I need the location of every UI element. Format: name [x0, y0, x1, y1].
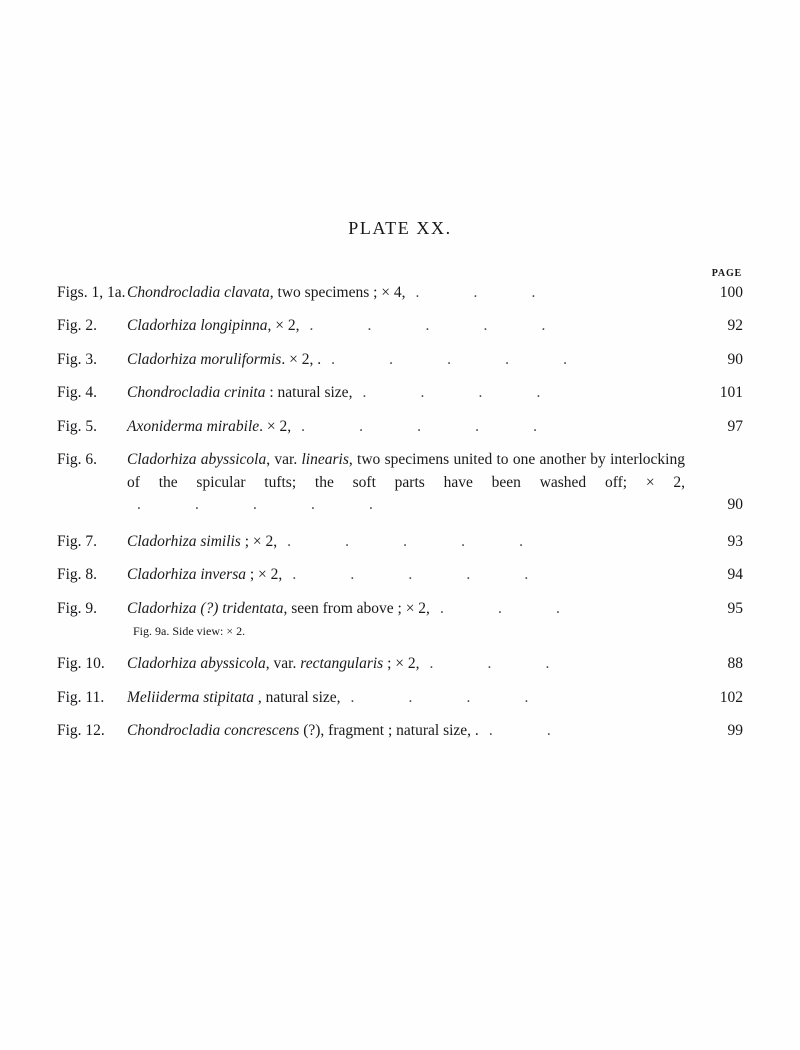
figure-label: Fig. 11.: [57, 688, 105, 706]
figure-label: Fig. 8.: [57, 566, 98, 584]
page-number: 88: [727, 655, 743, 673]
leader-dots: . .: [488, 722, 551, 740]
leader-dots: . . . . .: [287, 532, 524, 550]
figure-label: Fig. 5.: [57, 417, 98, 435]
figure-label: Fig. 2.: [57, 317, 98, 335]
description-text: (?), fragment ; natural size, .: [299, 722, 479, 740]
figure-label: Fig. 6.: [57, 451, 98, 469]
description-text: . × 2, .: [281, 350, 322, 368]
figure-description: [127, 598, 691, 620]
species-name: Axoniderma mirabile: [127, 417, 260, 435]
figure-label: Fig. 7.: [57, 532, 98, 550]
figure-description: [127, 315, 691, 337]
figure-label: Fig. 4.: [57, 384, 98, 402]
description-text: : natural size,: [265, 384, 353, 402]
list-item: [55, 416, 745, 438]
figure-description: [127, 653, 691, 675]
list-item: [55, 315, 745, 337]
page-number: 100: [719, 284, 743, 301]
variety-name: linearis: [301, 451, 349, 469]
description-text-2: , two specimens united to one another by interlocking of the spicular tufts; the soft parts have been washed off; × 2,: [127, 451, 685, 491]
figure-description: [127, 349, 691, 371]
figure-description: [127, 449, 691, 516]
leader-dots: . . .: [415, 284, 536, 301]
figure-label: Fig. 3.: [57, 350, 98, 368]
description-text: , var.: [265, 655, 301, 673]
leader-dots: . . .: [439, 599, 560, 617]
list-item: [55, 598, 745, 620]
list-item: [55, 720, 745, 742]
species-name: Chondrocladia concrescens: [127, 722, 300, 740]
figure-description: [127, 687, 691, 709]
description-text: , × 2,: [267, 317, 300, 335]
list-item: [55, 282, 745, 304]
page-number: 90: [727, 496, 743, 514]
species-name: Cladorhiza (?) tridentata: [127, 599, 284, 617]
leader-dots: . . . . .: [309, 317, 546, 335]
species-name: Cladorhiza inversa: [127, 566, 246, 584]
description-text: ; × 2,: [240, 532, 278, 550]
species-name: Cladorhiza similis: [127, 532, 241, 550]
list-item: [55, 687, 745, 709]
description-text: ; × 2,: [246, 566, 283, 584]
list-item: [55, 564, 745, 586]
page-number: 97: [727, 417, 743, 435]
figure-description: [127, 282, 691, 304]
figure-description: [127, 564, 691, 586]
figure-description: [127, 416, 691, 438]
description-text-2: ; × 2,: [383, 655, 420, 673]
leader-dots: . . . . .: [292, 566, 529, 584]
figure-label: Fig. 9.: [57, 599, 98, 617]
figure-label: Figs. 1, 1a.: [57, 284, 126, 301]
leader-dots: . . . .: [362, 384, 541, 402]
page-number: 101: [719, 384, 743, 402]
figure-label: Fig. 10.: [57, 655, 105, 673]
list-item: [55, 382, 745, 404]
species-name: Cladorhiza abyssicola: [127, 451, 267, 469]
page-number: 99: [727, 722, 743, 740]
figure-description: [127, 720, 691, 742]
figure-label: Fig. 12.: [57, 722, 105, 740]
page-number: 90: [727, 350, 743, 368]
leader-dots: . . . . .: [301, 417, 538, 435]
figure-list: [55, 282, 745, 754]
page-number: 102: [719, 688, 743, 706]
list-item: [55, 349, 745, 371]
list-item: [55, 449, 745, 516]
variety-name: rectangularis: [300, 655, 384, 673]
page-number: 92: [727, 317, 743, 335]
page-number: 95: [727, 599, 743, 617]
species-name: Meliiderma stipitata: [127, 688, 255, 706]
species-name: Chondrocladia crinita: [127, 384, 266, 402]
page-column-header: PAGE: [711, 268, 742, 279]
page-number: 93: [727, 532, 743, 550]
leader-dots: . . . . .: [331, 350, 567, 368]
description-text: , two specimens ; × 4,: [269, 284, 406, 301]
figure-description: [127, 531, 691, 553]
page-title: PLATE XX.: [348, 218, 452, 238]
species-name: Cladorhiza longipinna: [127, 317, 268, 335]
leader-dots: . . . .: [350, 688, 529, 706]
species-name: Cladorhiza moruliformis: [127, 350, 282, 368]
species-name: Cladorhiza abyssicola: [127, 655, 266, 673]
description-text: , seen from above ; × 2,: [283, 599, 430, 617]
description-text: . × 2,: [259, 417, 292, 435]
figure-subnote: Fig. 9a. Side view: × 2.: [133, 624, 246, 639]
page-number: 94: [727, 566, 743, 584]
description-text: , var.: [266, 451, 302, 469]
list-item: [55, 531, 745, 553]
species-name: Chondrocladia clavata: [127, 284, 270, 301]
leader-dots: . . .: [429, 655, 550, 673]
leader-dots: . . . . .: [137, 496, 373, 514]
figure-description: [127, 382, 691, 404]
list-item: [55, 653, 745, 675]
description-text: , natural size,: [254, 688, 341, 706]
